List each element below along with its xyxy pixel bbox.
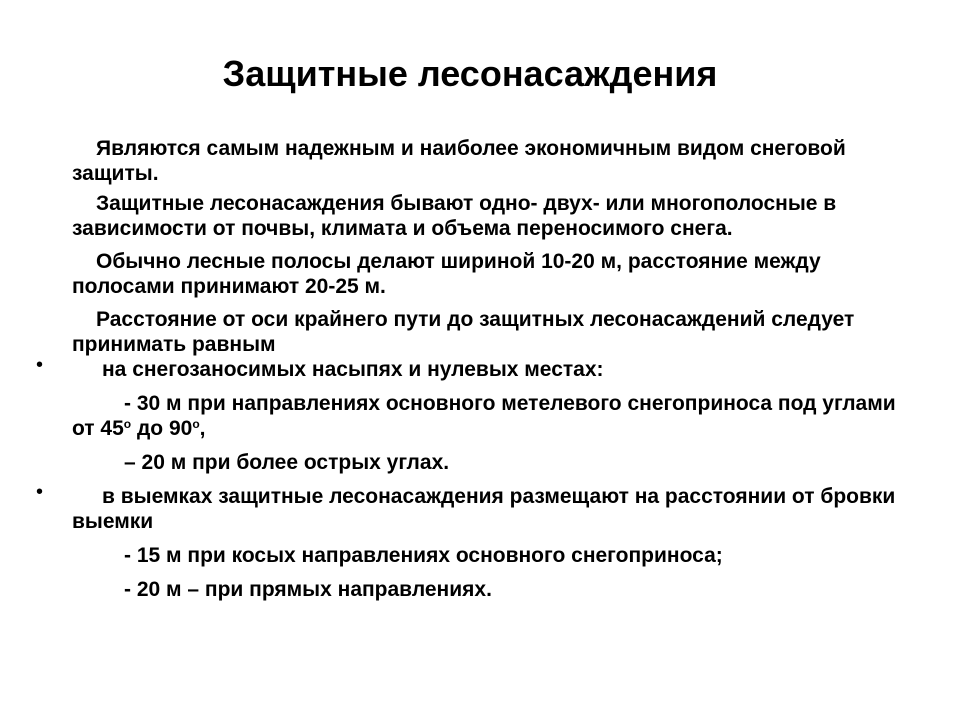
slide-title: Защитные лесонасаждения	[222, 53, 718, 94]
paragraph-3: Обычно лесные полосы делают шириной 10-20 м, расстояние между полосами принимают 20-25 м.	[72, 250, 821, 298]
bullet-item-2	[36, 481, 912, 534]
bullet-2-text: в выемках защитные лесонасаждения размещают на расстоянии от бровки выемки	[72, 485, 896, 533]
paragraph-4: Расстояние от оси крайнего пути до защитных лесонасаждений следует принимать равным	[72, 308, 855, 356]
paragraph-1: Являются самым надежным и наиболее экономичным видом снеговой защиты.	[72, 137, 846, 185]
paragraph-2: Защитные лесонасаждения бывают одно- двух- или многополосные в зависимости от почвы, климата и объема переносимого снега.	[72, 192, 837, 240]
slide-body	[36, 136, 912, 602]
degree-mark-90: о	[192, 417, 200, 431]
bullet-icon: •	[36, 354, 44, 376]
bullet-icon: •	[36, 481, 44, 503]
bullet-1-subitem-2: – 20 м при более острых углах.	[124, 451, 450, 474]
bullet-item-1	[36, 354, 912, 382]
bullet-1-text: на снегозаносимых насыпях и нулевых местах:	[102, 358, 604, 381]
subitem-1-text-mid: до 90	[131, 417, 193, 440]
bullet-1-subitem-1	[72, 391, 912, 441]
subitem-1-text-end: ,	[199, 417, 206, 440]
subitem-1-text-start: - 30 м при направлениях основного метелевого снегоприноса под углами от 45	[72, 392, 896, 440]
bullet-2-subitem-1: - 15 м при косых направлениях основного снегоприноса;	[124, 544, 723, 567]
degree-mark-45: о	[123, 417, 132, 431]
bullet-2-subitem-2: - 20 м – при прямых направлениях.	[124, 578, 492, 601]
